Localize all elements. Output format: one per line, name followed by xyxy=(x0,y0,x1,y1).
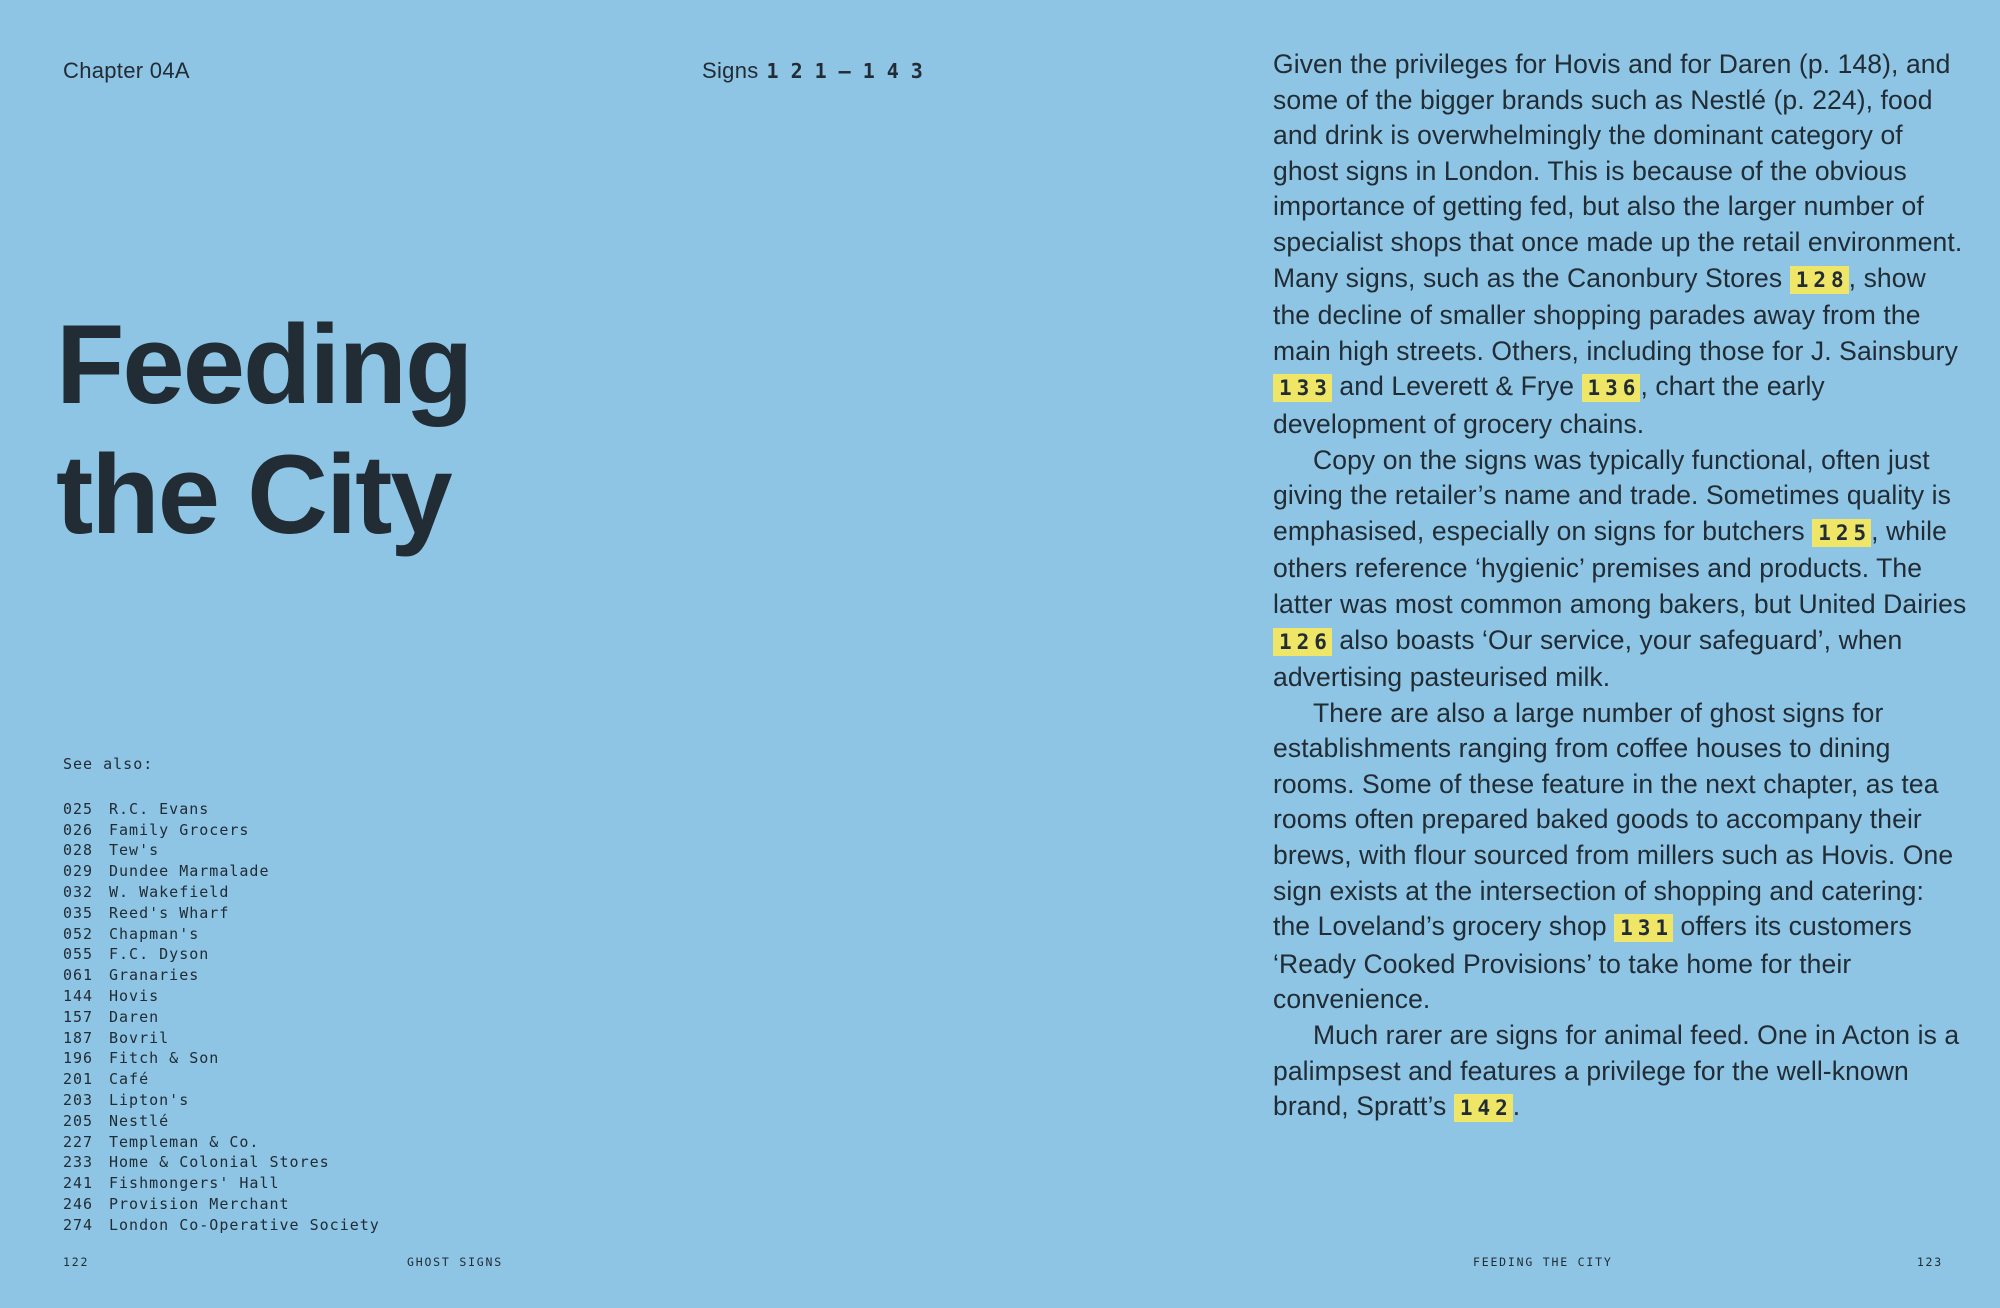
see-also-entry-number: 233 xyxy=(63,1153,94,1172)
see-also-entry xyxy=(63,861,380,882)
sign-number-highlight: 126 xyxy=(1273,628,1332,656)
see-also-entry xyxy=(63,1111,380,1132)
see-also-entry xyxy=(63,1173,380,1194)
see-also-entry-number: 246 xyxy=(63,1194,94,1213)
see-also-list xyxy=(63,799,380,1236)
see-also-entry-name: Reed's Wharf xyxy=(109,903,230,922)
see-also-heading: See also: xyxy=(63,755,154,773)
see-also-entry-name: W. Wakefield xyxy=(109,882,230,901)
sign-number-highlight: 128 xyxy=(1790,266,1849,294)
see-also-entry xyxy=(63,1132,380,1153)
see-also-entry-number: 201 xyxy=(63,1070,94,1089)
see-also-entry-number: 227 xyxy=(63,1132,94,1151)
see-also-entry-name: Hovis xyxy=(109,986,160,1005)
see-also-entry xyxy=(63,1090,380,1111)
see-also-entry-name: Café xyxy=(109,1070,150,1089)
see-also-entry xyxy=(63,986,380,1007)
see-also-entry xyxy=(63,1048,380,1069)
see-also-entry-name: Chapman's xyxy=(109,924,200,943)
see-also-entry-number: 203 xyxy=(63,1090,94,1109)
see-also-entry-name: Fishmongers' Hall xyxy=(109,1174,280,1193)
see-also-entry-name: Nestlé xyxy=(109,1111,170,1130)
see-also-entry-number: 055 xyxy=(63,945,94,964)
see-also-entry-name: Granaries xyxy=(109,966,200,985)
see-also-entry-number: 052 xyxy=(63,924,94,943)
body-paragraph: Much rarer are signs for animal feed. One in Acton is a palimpsest and features a privilege for the well-known brand, Spratt’s 142. xyxy=(1273,1020,1960,1122)
see-also-section xyxy=(63,754,380,1236)
page-title xyxy=(56,300,471,560)
see-also-entry-number: 187 xyxy=(63,1028,94,1047)
see-also-entry-number: 144 xyxy=(63,986,94,1005)
see-also-entry-name: Provision Merchant xyxy=(109,1194,290,1213)
footer-page-number-left: 122 xyxy=(63,1255,90,1269)
see-also-entry xyxy=(63,799,380,820)
see-also-entry xyxy=(63,944,380,965)
see-also-entry-number: 025 xyxy=(63,799,94,818)
see-also-entry-number: 241 xyxy=(63,1174,94,1193)
see-also-entry xyxy=(63,965,380,986)
see-also-entry-name: Tew's xyxy=(109,841,160,860)
see-also-entry xyxy=(63,1069,380,1090)
see-also-entry-name: Home & Colonial Stores xyxy=(109,1153,330,1172)
see-also-entry xyxy=(63,882,380,903)
page-title-line1: Feeding xyxy=(56,302,472,427)
see-also-entry-number: 028 xyxy=(63,841,94,860)
see-also-entry-name: Bovril xyxy=(109,1028,170,1047)
see-also-entry-name: F.C. Dyson xyxy=(109,945,210,964)
see-also-entry-number: 032 xyxy=(63,882,94,901)
signs-range: 121–143 xyxy=(766,59,935,83)
see-also-entry-name: Dundee Marmalade xyxy=(109,862,270,881)
see-also-entry xyxy=(63,903,380,924)
see-also-entry xyxy=(63,820,380,841)
see-also-entry-number: 274 xyxy=(63,1215,94,1234)
see-also-entry-name: Daren xyxy=(109,1007,160,1026)
footer-running-title-left: GHOST SIGNS xyxy=(407,1255,503,1269)
see-also-entry-name: Fitch & Son xyxy=(109,1049,220,1068)
sign-number-highlight: 125 xyxy=(1812,519,1871,547)
sign-number-highlight: 136 xyxy=(1582,374,1641,402)
see-also-entry xyxy=(63,1194,380,1215)
see-also-entry-name: R.C. Evans xyxy=(109,799,210,818)
page-title-line2: the City xyxy=(56,432,451,557)
see-also-entry-number: 029 xyxy=(63,862,94,881)
body-text xyxy=(1273,47,1967,1127)
body-paragraph: Given the privileges for Hovis and for Daren (p. 148), and some of the bigger brands such as Nestlé (p. 224), food and drink is overwhelmingly the dominant category of ghost signs in London. This is because of the obvious importance of getting fed, but also the larger number of specialist shops that once made up the retail environment. Many signs, such as the Canonbury Stores 128, show the decline of smaller shopping parades away from the main high streets. Others, including those for J. Sainsbury 133 and Leverett & Frye 136, chart the early development of grocery chains. xyxy=(1273,49,1963,439)
see-also-entry-number: 035 xyxy=(63,903,94,922)
see-also-entry xyxy=(63,924,380,945)
see-also-entry-number: 061 xyxy=(63,966,94,985)
see-also-entry xyxy=(63,1152,380,1173)
see-also-entry-number: 196 xyxy=(63,1049,94,1068)
see-also-entry xyxy=(63,1215,380,1236)
footer-running-title-right: FEEDING THE CITY xyxy=(1473,1255,1613,1269)
see-also-entry-name: Lipton's xyxy=(109,1090,190,1109)
sign-number-highlight: 133 xyxy=(1273,374,1332,402)
see-also-entry xyxy=(63,1028,380,1049)
body-paragraph: Copy on the signs was typically functional, often just giving the retailer’s name and trade. Sometimes quality is emphasised, especially on signs for butchers 125, while others reference ‘hygienic’ premises and products. The latter was most common among bakers, but United Dairies 126 also boasts ‘Our service, your safeguard’, when advertising pasteurised milk. xyxy=(1273,444,1967,693)
see-also-entry-name: London Co-Operative Society xyxy=(109,1215,380,1234)
chapter-label: Chapter 04A xyxy=(63,58,190,83)
see-also-entry xyxy=(63,840,380,861)
see-also-entry-number: 026 xyxy=(63,820,94,839)
footer-page-number-right: 123 xyxy=(1916,1255,1943,1269)
signs-heading xyxy=(702,58,935,84)
see-also-entry-name: Family Grocers xyxy=(109,820,250,839)
signs-label: Signs xyxy=(702,58,759,83)
sign-number-highlight: 142 xyxy=(1454,1094,1513,1122)
see-also-entry-name: Templeman & Co. xyxy=(109,1132,260,1151)
sign-number-highlight: 131 xyxy=(1614,914,1673,942)
see-also-entry-number: 157 xyxy=(63,1007,94,1026)
see-also-entry-number: 205 xyxy=(63,1111,94,1130)
see-also-entry xyxy=(63,1007,380,1028)
body-paragraph: There are also a large number of ghost signs for establishments ranging from coffee houses to dining rooms. Some of these feature in the next chapter, as tea rooms often prepared baked goods to accompany their brews, with flour sourced from millers such as Hovis. One sign exists at the intersection of shopping and catering: the Loveland’s grocery shop 131 offers its customers ‘Ready Cooked Provisions’ to take home for their convenience. xyxy=(1273,697,1954,1015)
